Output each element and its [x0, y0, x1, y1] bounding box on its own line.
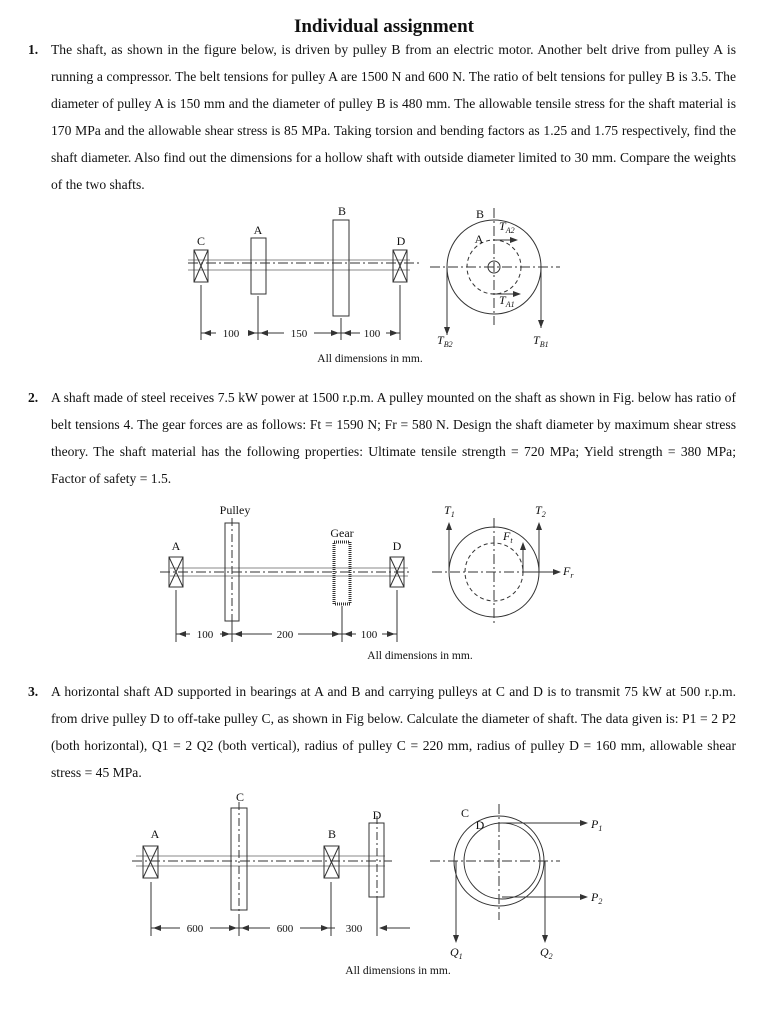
figure-3	[0, 790, 768, 980]
force-t1: $T_1$	[444, 503, 455, 519]
label-a: A	[171, 539, 181, 553]
label-a: A	[150, 827, 160, 841]
dim-1: 100	[222, 328, 240, 340]
figure-1	[0, 200, 768, 370]
dim-1: 600	[186, 923, 204, 935]
force-ta1: $T_{A1}$	[499, 293, 515, 309]
force-tb2: $T_{B2}$	[437, 333, 453, 349]
label-d: D	[372, 808, 382, 822]
label-c: C	[196, 234, 206, 248]
question-number: 2.	[28, 390, 39, 405]
question-text: The shaft, as shown in the figure below, is driven by pulley B from an electric motor. Another belt drive from pulley A is running a compressor. The belt tensions for pulley A are 1500 N and 600 N. The ratio of belt tensions for pulley B is 3.5. The diameter of pulley A is 150 mm and the diameter of pulley B is 480 mm. The allowable tensile stress for the shaft material is 170 MPa and the allowable shear stress is 85 MPa. Taking torsion and bending factors as 1.25 and 1.75 respectively, find the shaft diameter. Also find out the dimensions for a hollow shaft with outside diameter limited to 30 mm. Compare the weights of the two shafts.	[51, 42, 736, 192]
gear	[334, 542, 350, 604]
question-2	[28, 384, 736, 492]
force-q1: $Q_1$	[450, 945, 463, 961]
label-b: B	[337, 204, 347, 218]
dim-2: 600	[276, 923, 294, 935]
document-title: Individual assignment	[293, 16, 475, 37]
force-fr: $F_r$	[563, 564, 574, 580]
force-t2: $T_2$	[535, 503, 546, 519]
question-1	[28, 36, 736, 198]
label-gear: Gear	[330, 526, 354, 540]
label-d: D	[396, 234, 406, 248]
label-b: B	[327, 827, 337, 841]
dim-1: 100	[196, 629, 214, 641]
label-pulley: Pulley	[219, 503, 251, 517]
label-b-end: B	[475, 207, 485, 221]
dim-2: 200	[276, 629, 294, 641]
question-number: 1.	[28, 42, 39, 57]
label-c: C	[235, 790, 245, 804]
force-p2: $P_2$	[591, 890, 603, 906]
label-d: D	[392, 539, 402, 553]
figure-caption: All dimensions in mm.	[367, 650, 473, 662]
label-d-end: D	[475, 818, 485, 832]
question-text: A horizontal shaft AD supported in bearings at A and B and carrying pulleys at C and D is to transmit 75 kW at 500 r.p.m. from drive pulley D to off-take pulley C, as shown in Fig below. Calculate the diameter of shaft. The data given is: P1 = 2 P2 (both horizontal), Q1 = 2 Q2 (both vertical), radius of pulley C = 220 mm, radius of pulley D = 160 mm, allowable shear stress = 45 MPa.	[51, 684, 736, 780]
figure-caption: All dimensions in mm.	[317, 353, 423, 365]
label-c-end: C	[460, 806, 470, 820]
question-number: 3.	[28, 684, 39, 699]
question-3	[28, 678, 736, 786]
dim-3: 300	[345, 923, 363, 935]
force-q2: $Q_2$	[540, 945, 553, 961]
dim-3: 100	[363, 328, 381, 340]
force-tb1: $T_{B1}$	[533, 333, 549, 349]
label-a: A	[253, 223, 263, 237]
figure-caption: All dimensions in mm.	[345, 965, 451, 977]
question-text: A shaft made of steel receives 7.5 kW power at 1500 r.p.m. A pulley mounted on the shaft as shown in Fig. below has ratio of belt tensions 4. The gear forces are as follows: Ft = 1590 N; Fr = 580 N. Design the shaft diameter by maximum shear stress theory. The shaft material has the following properties: Ultimate tensile strength = 720 MPa; Yield strength = 380 MPa; Factor of safety = 1.5.	[51, 390, 736, 486]
force-ta2: $T_{A2}$	[499, 219, 515, 235]
force-p1: $P_1$	[591, 817, 603, 833]
dim-3: 100	[360, 629, 378, 641]
figure-2	[0, 500, 768, 665]
pulley-a	[251, 238, 266, 294]
label-a-end: A	[474, 232, 484, 246]
pulley-b	[333, 220, 349, 316]
dim-2: 150	[290, 328, 308, 340]
force-ft: $F_t$	[503, 529, 513, 545]
